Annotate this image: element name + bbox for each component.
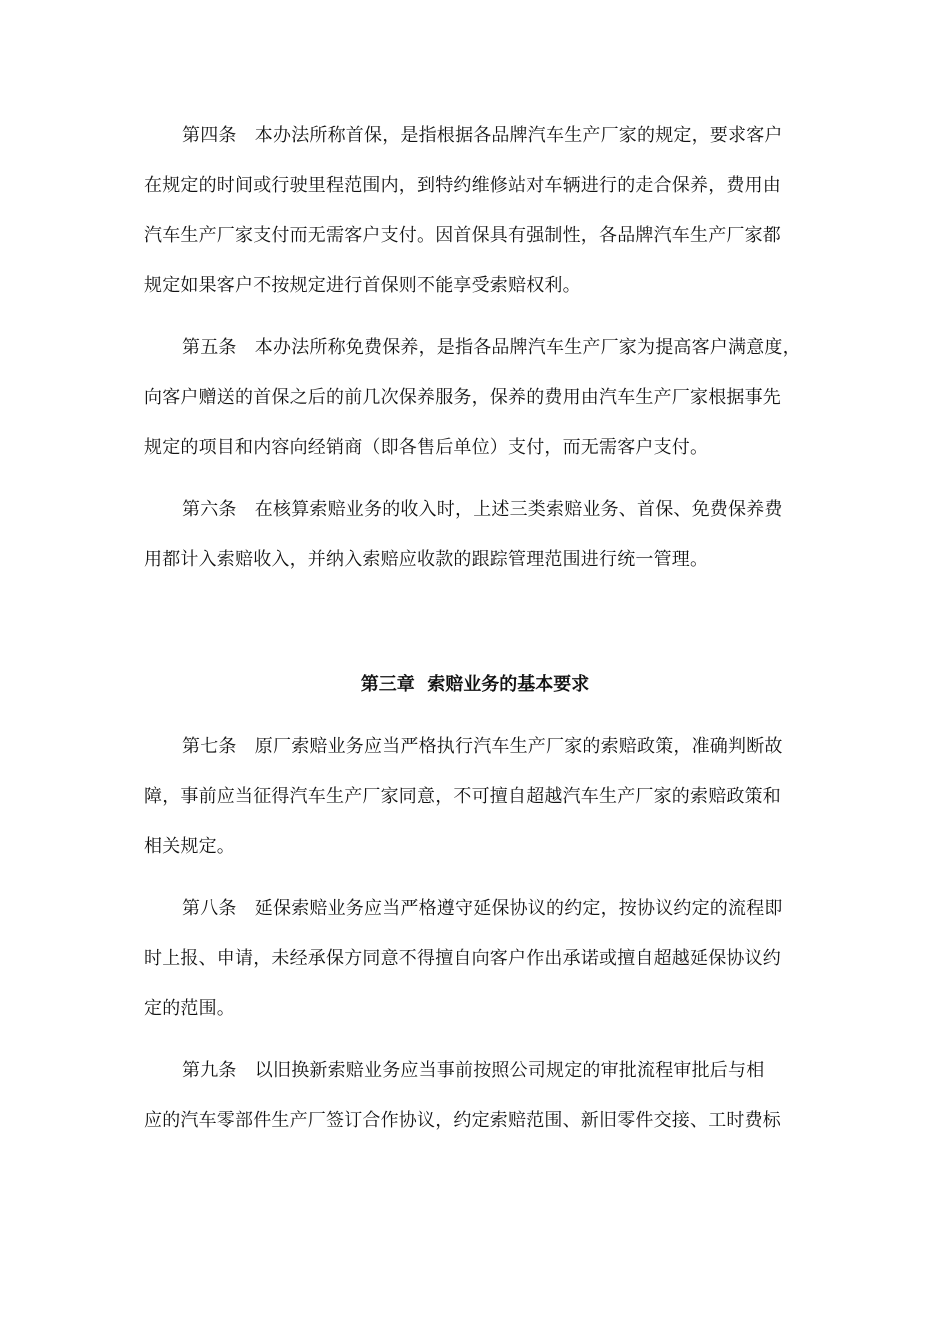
- article-7-line-1: 第七条 原厂索赔业务应当严格执行汽车生产厂家的索赔政策，准确判断故: [182, 736, 783, 757]
- article-5-line-1: 第五条 本办法所称免费保养，是指各品牌汽车生产厂家为提高客户满意度，: [182, 337, 801, 358]
- article-4-line-3: 汽车生产厂家支付而无需客户支付。因首保具有强制性，各品牌汽车生产厂家都: [144, 225, 781, 246]
- article-4-line-4: 规定如果客户不按规定进行首保则不能享受索赔权利。: [144, 275, 581, 296]
- article-4-line-2: 在规定的时间或行驶里程范围内，到特约维修站对车辆进行的走合保养，费用由: [144, 175, 781, 196]
- article-4-line-1: 第四条 本办法所称首保，是指根据各品牌汽车生产厂家的规定，要求客户: [182, 125, 783, 146]
- chapter-heading: 第三章 索赔业务的基本要求: [360, 674, 590, 695]
- article-9-line-1: 第九条 以旧换新索赔业务应当事前按照公司规定的审批流程审批后与相: [182, 1060, 765, 1081]
- article-5-line-2: 向客户赠送的首保之后的前几次保养服务，保养的费用由汽车生产厂家根据事先: [144, 387, 781, 408]
- article-5-line-3: 规定的项目和内容向经销商（即各售后单位）支付，而无需客户支付。: [144, 437, 709, 458]
- article-9-line-2: 应的汽车零部件生产厂签订合作协议，约定索赔范围、新旧零件交接、工时费标: [144, 1110, 781, 1131]
- article-8-line-3: 定的范围。: [144, 998, 235, 1019]
- article-6-line-1: 第六条 在核算索赔业务的收入时，上述三类索赔业务、首保、免费保养费: [182, 499, 783, 520]
- article-8-line-1: 第八条 延保索赔业务应当严格遵守延保协议的约定，按协议约定的流程即: [182, 898, 783, 919]
- article-8-line-2: 时上报、申请，未经承保方同意不得擅自向客户作出承诺或擅自超越延保协议约: [144, 948, 781, 969]
- article-6-line-2: 用都计入索赔收入，并纳入索赔应收款的跟踪管理范围进行统一管理。: [144, 549, 709, 570]
- article-7-line-2: 障，事前应当征得汽车生产厂家同意，不可擅自超越汽车生产厂家的索赔政策和: [144, 786, 781, 807]
- article-7-line-3: 相关规定。: [144, 836, 235, 857]
